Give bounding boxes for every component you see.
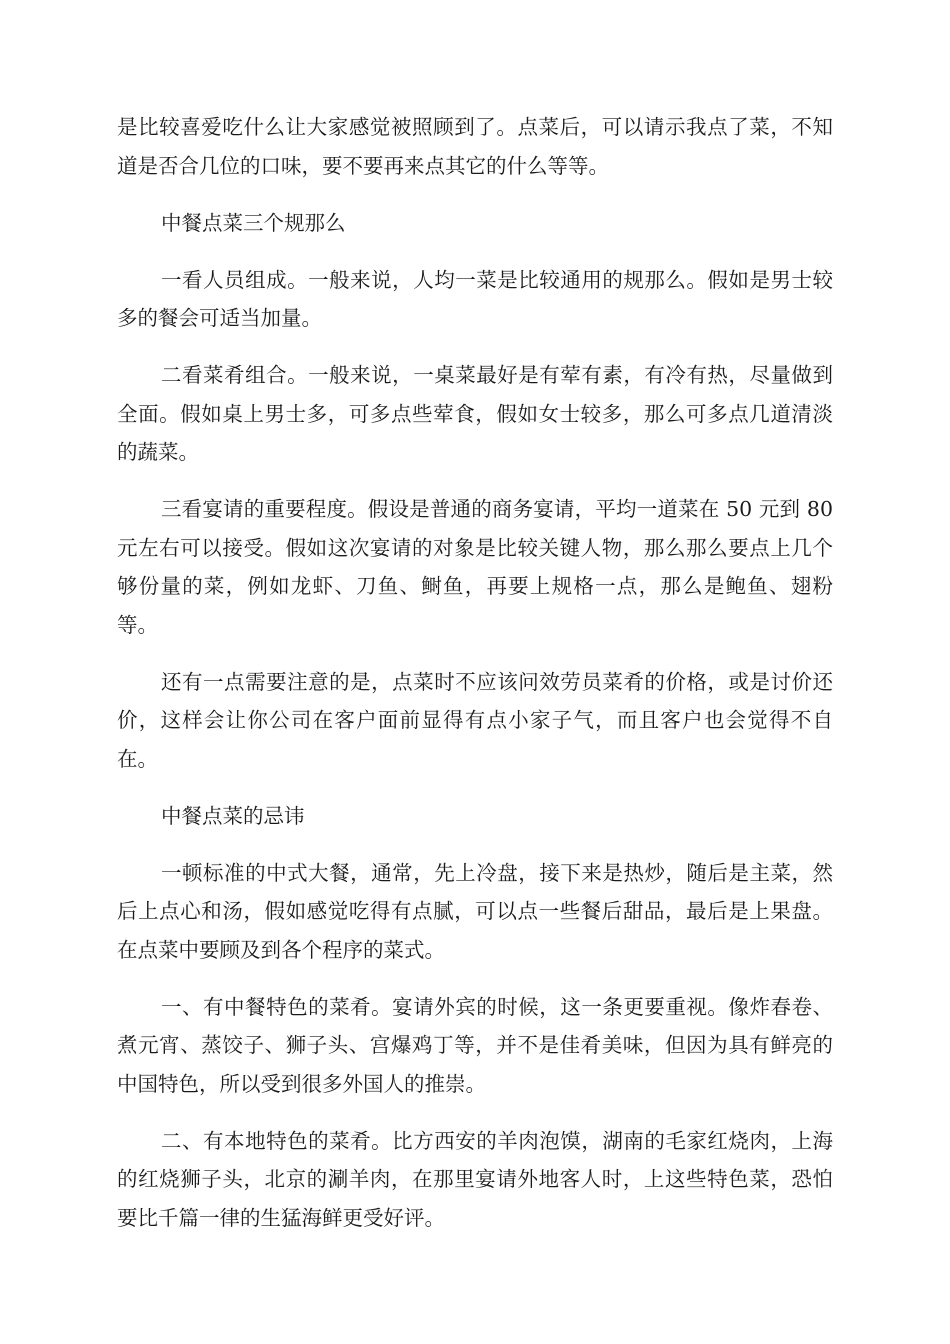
paragraph-people-composition: 一看人员组成。一般来说，人均一菜是比较通用的规那么。假如是男士较多的餐会可适当加量。 bbox=[117, 267, 833, 330]
paragraph-local-specialties: 二、有本地特色的菜肴。比方西安的羊肉泡馍，湖南的毛家红烧肉，上海的红烧狮子头，北京的涮羊肉，在那里宴请外地客人时，上这些特色菜，恐怕要比千篇一律的生猛海鲜更受好评。 bbox=[117, 1128, 833, 1230]
document-body bbox=[117, 108, 833, 1256]
paragraph-meal-sequence: 一顿标准的中式大餐，通常，先上冷盘，接下来是热炒，随后是主菜，然后上点心和汤，假如感觉吃得有点腻，可以点一些餐后甜品，最后是上果盘。在点菜中要顾及到各个程序的菜式。 bbox=[117, 860, 833, 962]
paragraph-continuation: 是比较喜爱吃什么让大家感觉被照顾到了。点菜后，可以请示我点了菜，不知道是否合几位的口味，要不要再来点其它的什么等等。 bbox=[117, 115, 833, 178]
section-heading-taboos: 中餐点菜的忌讳 bbox=[161, 803, 305, 828]
paragraph-dish-combination: 二看菜肴组合。一般来说，一桌菜最好是有荤有素，有冷有热，尽量做到全面。假如桌上男士多，可多点些荤食，假如女士较多，那么可多点几道清淡的蔬菜。 bbox=[117, 363, 833, 464]
section-heading-ordering-rules: 中餐点菜三个规那么 bbox=[161, 210, 346, 235]
paragraph-banquet-importance: 三看宴请的重要程度。假设是普通的商务宴请，平均一道菜在 50 元到 80 元左右可以接受。假如这次宴请的对象是比较关键人物，那么那么要点上几个够份量的菜，例如龙虾、刀鱼、鲥鱼，再要上规格一点，那么是鲍鱼、翅粉等。 bbox=[117, 497, 833, 637]
paragraph-price-note: 还有一点需要注意的是，点菜时不应该问效劳员菜肴的价格，或是讨价还价，这样会让你公司在客户面前显得有点小家子气，而且客户也会觉得不自在。 bbox=[117, 669, 833, 771]
paragraph-chinese-specialties: 一、有中餐特色的菜肴。宴请外宾的时候，这一条更要重视。像炸春卷、煮元宵、蒸饺子、狮子头、宫爆鸡丁等，并不是佳肴美味，但因为具有鲜亮的中国特色，所以受到很多外国人的推崇。 bbox=[117, 994, 833, 1096]
